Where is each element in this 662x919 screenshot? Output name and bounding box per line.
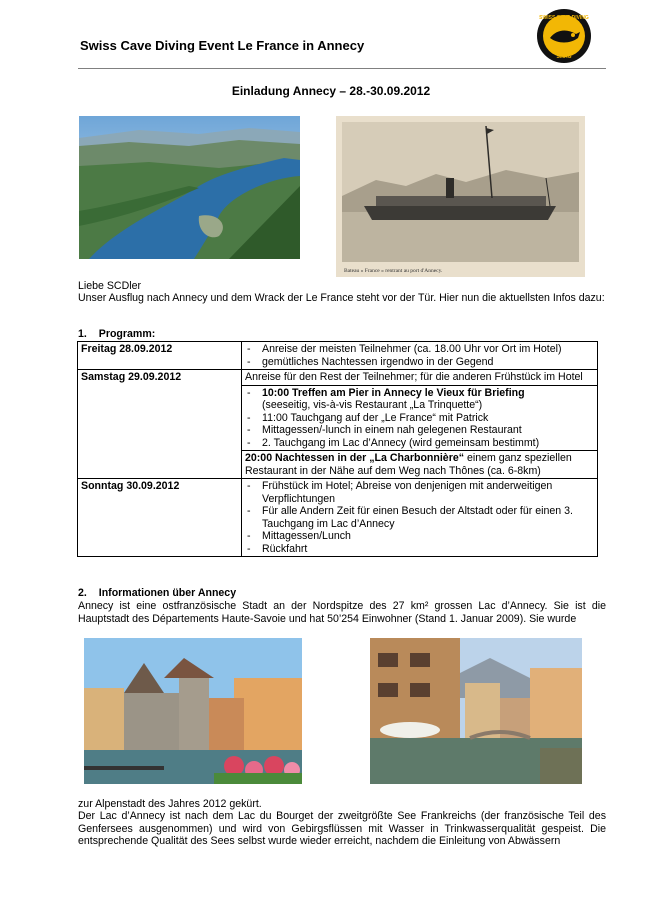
postcard-caption: Bateau « France » rentrant au port d'Annecy. <box>344 268 443 274</box>
table-row-sunday <box>78 479 598 557</box>
friday-item: Anreise der meisten Teilnehmer (ca. 18.00 Uhr vor Ort im Hotel) <box>262 343 562 355</box>
table-row-friday <box>78 342 598 370</box>
sunday-item: Rückfahrt <box>262 542 308 555</box>
lake-info-paragraph: Der Lac d’Annecy ist nach dem Lac du Bourget der zweitgrößte See Frankreichs (der französische Teil des Genfersees ausgenommen) und wird von Gebirgsflüssen mit Wasser in Trinkwasserqualität gespeist. Die entsprechende Qualität des Sees selbst wurde wieder erreicht, nachdem die Einleitung von Abwässern <box>78 810 606 847</box>
saturday-dinner-time: 20:00 Nachtessen in der „La Charbonnière“ <box>245 452 465 464</box>
sunday-item: Frühstück im Hotel; Abreise von denjenigen mit anderweitigen Verpflichtungen <box>262 480 553 505</box>
day-friday: Freitag 28.09.2012 <box>78 342 242 370</box>
steamship-le-france-postcard-photo <box>336 116 585 277</box>
section-1-title: Programm: <box>98 328 156 340</box>
annecy-info-paragraph-continued: zur Alpenstadt des Jahres 2012 gekürt. <box>78 798 262 810</box>
section-2-title: Informationen über Annecy <box>98 587 237 599</box>
table-row-saturday <box>78 370 598 386</box>
friday-activities: - Anreise der meisten Teilnehmer (ca. 18.00 Uhr vor Ort im Hotel) - gemütliches Nachtessen irgendwo in der Gegend <box>242 342 598 370</box>
section-1-heading <box>78 328 606 341</box>
saturday-intro: Anreise für den Rest der Teilnehmer; für die anderen Frühstück im Hotel <box>242 370 598 386</box>
greeting: Liebe SCDler <box>78 280 142 292</box>
sunday-activities: - Frühstück im Hotel; Abreise von denjenigen mit anderweitigen Verpflichtungen - Für alle Andern Zeit für einen Besuch der Altstadt oder für einen 3. Tauchgang im Lac d’Annecy - Mittagessen/Lunch - Rückfahrt <box>242 479 598 557</box>
intro-paragraph: Unser Ausflug nach Annecy und dem Wrack der Le France steht vor der Tür. Hier nun die aktuellsten Infos dazu: <box>78 292 605 304</box>
saturday-item: 11:00 Tauchgang auf der „Le France“ mit Patrick <box>262 411 489 424</box>
saturday-briefing: 10:00 Treffen am Pier in Annecy le Vieux für Briefing <box>262 386 525 399</box>
saturday-dinner-details: einem ganz speziellen Restaurant in der Nähe auf dem Weg nach Thônes (ca. 6-8km) <box>245 452 572 477</box>
header-divider <box>78 68 606 69</box>
saturday-briefing-location: (seeseitig, vis-à-vis Restaurant „La Trinquette“) <box>262 399 483 411</box>
svg-text:SWISS CAVE DIVING: SWISS CAVE DIVING <box>539 15 589 21</box>
section-2-number: 2. <box>78 587 87 599</box>
sunday-item: Für alle Andern Zeit für einen Besuch der Altstadt oder für einen 3. Tauchgang im Lac d’Annecy <box>262 505 573 530</box>
friday-item: gemütliches Nachtessen irgendwo in der Gegend <box>262 355 494 368</box>
document-title: Einladung Annecy – 28.-30.09.2012 <box>231 84 431 98</box>
program-table <box>77 341 598 557</box>
sunday-item: Mittagessen/Lunch <box>262 530 351 542</box>
palais-de-l-isle-photo <box>84 638 302 784</box>
saturday-dinner <box>242 451 598 479</box>
canal-old-town-photo <box>370 638 582 784</box>
section-2-heading <box>78 587 606 600</box>
day-saturday: Samstag 29.09.2012 <box>78 370 242 479</box>
saturday-item: 2. Tauchgang im Lac d’Annecy (wird gemeinsam bestimmt) <box>262 436 540 449</box>
section-1-number: 1. <box>78 328 87 340</box>
saturday-item: Mittagessen/-lunch in einem nah gelegenen Restaurant <box>262 424 522 436</box>
swiss-cave-diving-logo <box>536 8 592 64</box>
document-header-title: Swiss Cave Diving Event Le France in Annecy <box>80 38 365 53</box>
saturday-activities: - 10:00 Treffen am Pier in Annecy le Vieux für Briefing (seeseitig, vis-à-vis Restaurant „La Trinquette“) - 11:00 Tauchgang auf der „Le France“ mit Patrick - Mittagessen/-lunch in einem nah gelegenen Restaurant - 2. Tauchgang im Lac d’Annecy (wird gemeinsam bestimmt) <box>242 385 598 451</box>
day-sunday: Sonntag 30.09.2012 <box>78 479 242 557</box>
annecy-info-paragraph: Annecy ist eine ostfranzösische Stadt an der Nordspitze des 27 km² grossen Lac d’Annecy. Sie ist die Hauptstadt des Départements Haute-Savoie und hat 50’254 Einwohner (Stand 1. Januar 2009). Sie wurde <box>78 600 606 625</box>
lake-annecy-panorama-photo <box>79 116 300 259</box>
svg-text:SMAG: SMAG <box>556 54 572 60</box>
